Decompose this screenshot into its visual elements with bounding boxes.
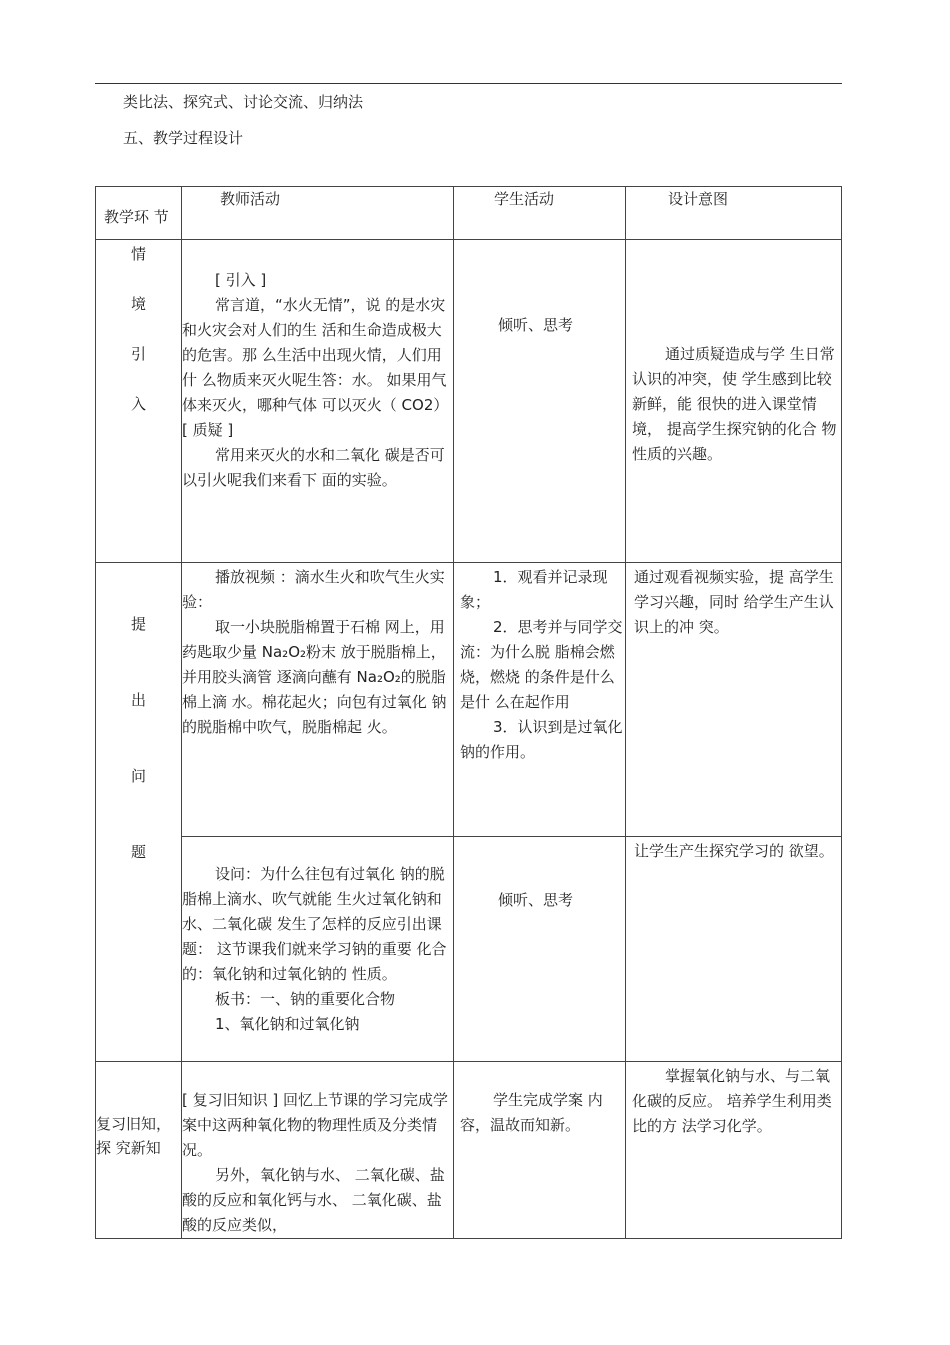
stage-label-review: 复习旧知，探 究新知: [96, 1115, 172, 1157]
student-text: 3．认识到是过氧化钠的作用。: [460, 718, 623, 761]
stage-cell-review: [96, 1062, 182, 1239]
stage-char: 情: [130, 245, 146, 263]
stage-char: 题: [130, 843, 146, 861]
teacher-text: [ 引入 ]: [215, 271, 267, 289]
teacher-text: 1、氧化钠和过氧化钠: [215, 1015, 360, 1033]
student-text: 倾听、思考: [498, 891, 574, 909]
header-intent-cell: [626, 187, 842, 240]
teacher-activity-cell: [182, 1062, 454, 1239]
header-intent: 设计意图: [668, 190, 729, 208]
student-activity-cell: [454, 240, 626, 563]
student-text: 倾听、思考: [498, 316, 574, 334]
intent-text: 让学生产生探究学习的 欲望。: [634, 842, 834, 860]
header-student-cell: [454, 187, 626, 240]
stage-cell-question: [96, 563, 182, 1062]
header-stage: 教学环 节: [104, 208, 169, 226]
stage-char: 入: [130, 395, 146, 413]
table-row: [96, 1062, 842, 1239]
teacher-activity-cell: [182, 240, 454, 563]
intent-text: 通过观看视频实验，提 高学生学习兴趣，同时 给学生产生认识上的冲 突。: [634, 568, 834, 636]
design-intent-cell: [626, 563, 842, 837]
stage-char: 提: [130, 615, 146, 633]
intent-text: 掌握氧化钠与水、与二氧化碳的反应。 培养学生利用类比的方 法学习化学。: [632, 1067, 832, 1135]
design-intent-cell: [626, 1062, 842, 1239]
teacher-text: 播放视频 ：滴水生火和吹气生火实验：: [182, 568, 445, 611]
teacher-text: [ 复习旧知识 ] 回忆上节课的学习完成学 案中这两种氧化物的物理性质及分类情况。: [182, 1091, 449, 1159]
teaching-process-table: [95, 186, 842, 1239]
student-activity-cell: [454, 1062, 626, 1239]
teacher-text: 另外，氧化钠与水、 二氧化碳、盐酸的反应和氧化钙与水、 二氧化碳、盐酸的反应类似，: [182, 1166, 445, 1234]
student-activity-cell: [454, 563, 626, 837]
design-intent-cell: [626, 837, 842, 1062]
student-text: 学生完成学案 内容，温故而知新。: [460, 1091, 603, 1134]
teaching-methods: 类比法、探究式、讨论交流、归纳法: [123, 93, 364, 111]
stage-char: 境: [130, 295, 146, 313]
stage-label-situation: [96, 240, 181, 417]
header-student: 学生活动: [494, 190, 555, 208]
teacher-text: 常言道，“水火无情”，说 的是水灾和火灾会对人们的生 活和生命造成极大的危害。那 么生活中出现火情，人们用什 么物质来灭火呢生答：水。 如果用气体来灭火，哪种气体 可以灭火（ CO2） [ 质疑 ]: [182, 296, 449, 439]
teacher-text: 设问：为什么往包有过氧化 钠的脱脂棉上滴水、吹气就能 生火过氧化钠和水、二氧化碳 发生了怎样的反应引出课题： 这节课我们就来学习钠的重要 化合的：氧化钠和过氧化钠的 性质。: [182, 865, 447, 983]
table-header-row: [96, 187, 842, 240]
table-row: [96, 837, 842, 1062]
teacher-text: 常用来灭火的水和二氧化 碳是否可以引火呢我们来看下 面的实验。: [182, 446, 445, 489]
student-activity-cell: [454, 837, 626, 1062]
stage-char: 引: [130, 345, 146, 363]
table-row: [96, 563, 842, 837]
section-title: 五、教学过程设计: [123, 129, 244, 147]
stage-char: 出: [130, 691, 146, 709]
teacher-text: 取一小块脱脂棉置于石棉 网上，用药匙取少量 Na₂O₂粉末 放于脱脂棉上，并用胶头滴管 逐滴向蘸有 Na₂O₂的脱脂棉上滴 水。棉花起火；向包有过氧化 钠的脱脂棉中吹气，脱脂棉起 火。: [182, 618, 447, 736]
intent-text: 通过质疑造成与学 生日常认识的冲突，使 学生感到比较新鲜，能 很快的进入课堂情境， 提高学生探究钠的化合 物性质的兴趣。: [632, 345, 837, 463]
stage-cell-situation: [96, 240, 182, 563]
header-stage-cell: [96, 187, 182, 240]
student-text: 2．思考并与同学交流：为什么脱 脂棉会燃烧，燃烧 的条件是什么是什 么在起作用: [460, 618, 623, 711]
table-row: [96, 240, 842, 563]
design-intent-cell: [626, 240, 842, 563]
teacher-activity-cell: [182, 563, 454, 837]
header-teacher: 教师活动: [220, 190, 281, 208]
header-teacher-cell: [182, 187, 454, 240]
student-text: 1．观看并记录现象；: [460, 568, 608, 611]
teacher-activity-cell: [182, 837, 454, 1062]
teacher-text: 板书：一、钠的重要化合物: [215, 990, 396, 1008]
stage-char: 问: [130, 767, 146, 785]
stage-label-question: [96, 563, 181, 865]
header-rule: [95, 83, 842, 84]
